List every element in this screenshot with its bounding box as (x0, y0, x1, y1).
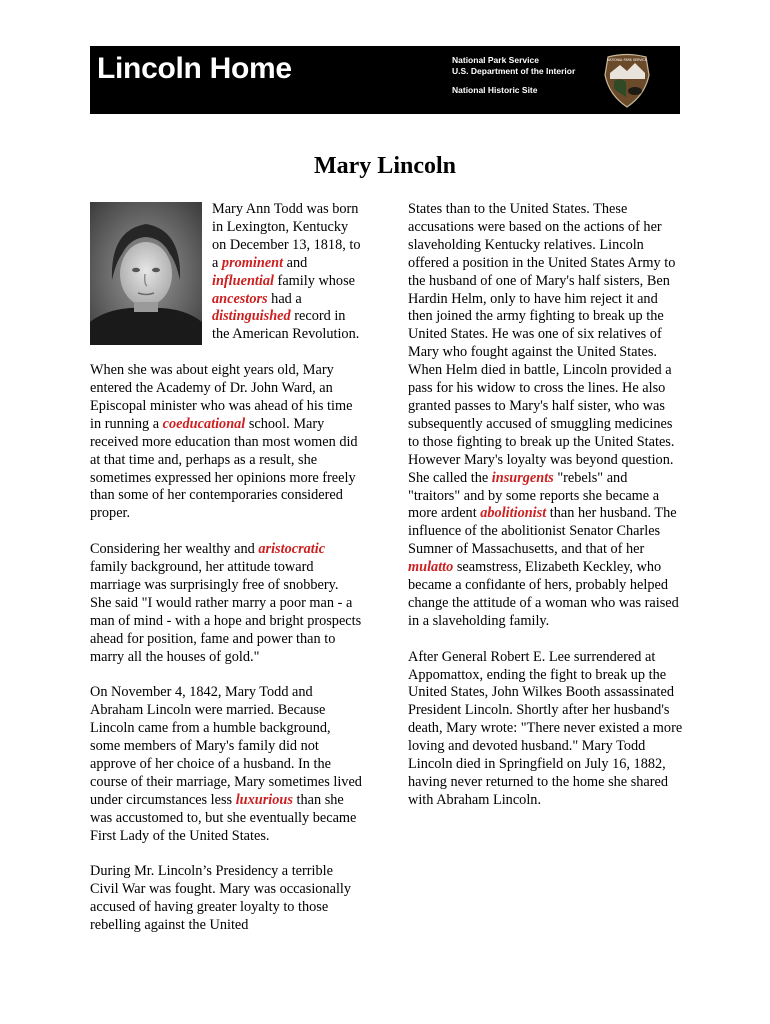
paragraph-assassination (408, 649, 683, 810)
paragraph-text: seamstress, Elizabeth Keckley, who became a confidante of hers, probably helped change the attitude of a woman who was raised in a slaveholding family. (408, 559, 679, 629)
paragraph-text: than her husband. The influence of the abolitionist Senator Charles Sumner of Massachusetts, and that of her (408, 505, 677, 558)
paragraph-text: school. Mary received more education than most women did at that time and, perhaps as a result, she sometimes expressed her opinions more freely than some of her contemporaries considered proper. (90, 415, 358, 522)
vocabulary-term: coeducational (162, 415, 246, 432)
paragraph-text: than she was accustomed to, but she eventually became First Lady of the United States. (90, 791, 357, 844)
paragraph-marriage-attitude (90, 541, 362, 666)
paragraph-text: record in the American Revolution. (212, 308, 360, 343)
paragraph-text: After General Robert E. Lee surrendered at Appomattox, ending the fight to break up the United States, John Wilkes Booth assassinated President Lincoln. Shortly after her husband's death, Mary wrote: "There never existed a more loving and devoted husband." Mary Todd Lincoln died in Springfield on July 16, 1882, having never returned to the home she shared with Abraham Lincoln. (408, 648, 683, 808)
vocabulary-term: aristocratic (258, 541, 326, 558)
paragraph-text: and (283, 254, 308, 271)
paragraph-text: "rebels" and "traitors" and by some reports she became a more ardent (408, 469, 660, 522)
paragraph-text: family whose (273, 272, 355, 289)
header-banner (90, 46, 680, 114)
paragraph-text: Mary Ann Todd was born in Lexington, Kentucky on December 13, 1818, to a (212, 201, 361, 271)
paragraph-text: During Mr. Lincoln’s Presidency a terrible Civil War was fought. Mary was occasionally accused of having greater loyalty to those rebelling against the United (90, 863, 352, 934)
vocabulary-term: distinguished (212, 308, 291, 325)
paragraph-education (90, 362, 362, 523)
vocabulary-term: luxurious (235, 791, 293, 808)
vocabulary-term: abolitionist (480, 505, 547, 522)
vocabulary-term: influential (212, 272, 274, 289)
nps-arrowhead-logo (598, 51, 656, 109)
paragraph-civil-war (90, 863, 362, 935)
agency-line-2: U.S. Department of the Interior (452, 66, 576, 76)
agency-line-1: National Park Service (452, 55, 539, 65)
site-type: National Historic Site (452, 85, 538, 95)
paragraph-marriage (90, 684, 362, 845)
page-title: Mary Lincoln (314, 153, 456, 179)
paragraph-text: family background, her attitude toward marriage was surprisingly free of snobbery. She said "I would rather marry a poor man - a man of mind - with a hope and bright prospects ahead for position, fame and power than to marry all the houses of gold." (90, 559, 362, 665)
mary-lincoln-portrait (90, 202, 202, 345)
left-column (90, 201, 362, 953)
paragraph-loyalty (408, 201, 683, 631)
paragraph-text: Considering her wealthy and (90, 541, 259, 558)
logo-lettering: NATIONAL PARK SERVICE (607, 58, 647, 62)
vocabulary-term: mulatto (408, 559, 454, 576)
paragraph-text: had a (267, 290, 302, 307)
vocabulary-term: insurgents (491, 469, 554, 486)
paragraph-birth (90, 201, 362, 344)
vocabulary-term: prominent (221, 254, 284, 271)
paragraph-text: On November 4, 1842, Mary Todd and Abraham Lincoln were married. Because Lincoln came from a humble background, some members of Mary's family did not approve of her choice of a husband. In the course of their marriage, Mary sometimes lived under circumstances less (90, 684, 362, 808)
paragraph-text: When she was about eight years old, Mary entered the Academy of Dr. John Ward, an Episcopal minister who was ahead of his time in running a (90, 362, 353, 432)
agency-info (452, 55, 575, 96)
right-column (408, 201, 683, 828)
paragraph-text: States than to the United States. These accusations were based on the actions of her slaveholding Kentucky relatives. Lincoln offered a position in the United States Army to the husband of one of Mary's half sisters, Ben Hardin Helm, only to have him reject it and then joined the army fighting to break up the United States. He was one of six relatives of Mary who fought against the United States. When Helm died in battle, Lincoln provided a pass for his widow to cross the lines. He also granted passes to Mary's half sister, who was subsequently accused of smuggling medicines to those fighting to break up the United States. However Mary's loyalty was beyond question. She called the (408, 201, 676, 486)
vocabulary-term: ancestors (212, 290, 268, 307)
banner-title: Lincoln Home (97, 52, 292, 85)
